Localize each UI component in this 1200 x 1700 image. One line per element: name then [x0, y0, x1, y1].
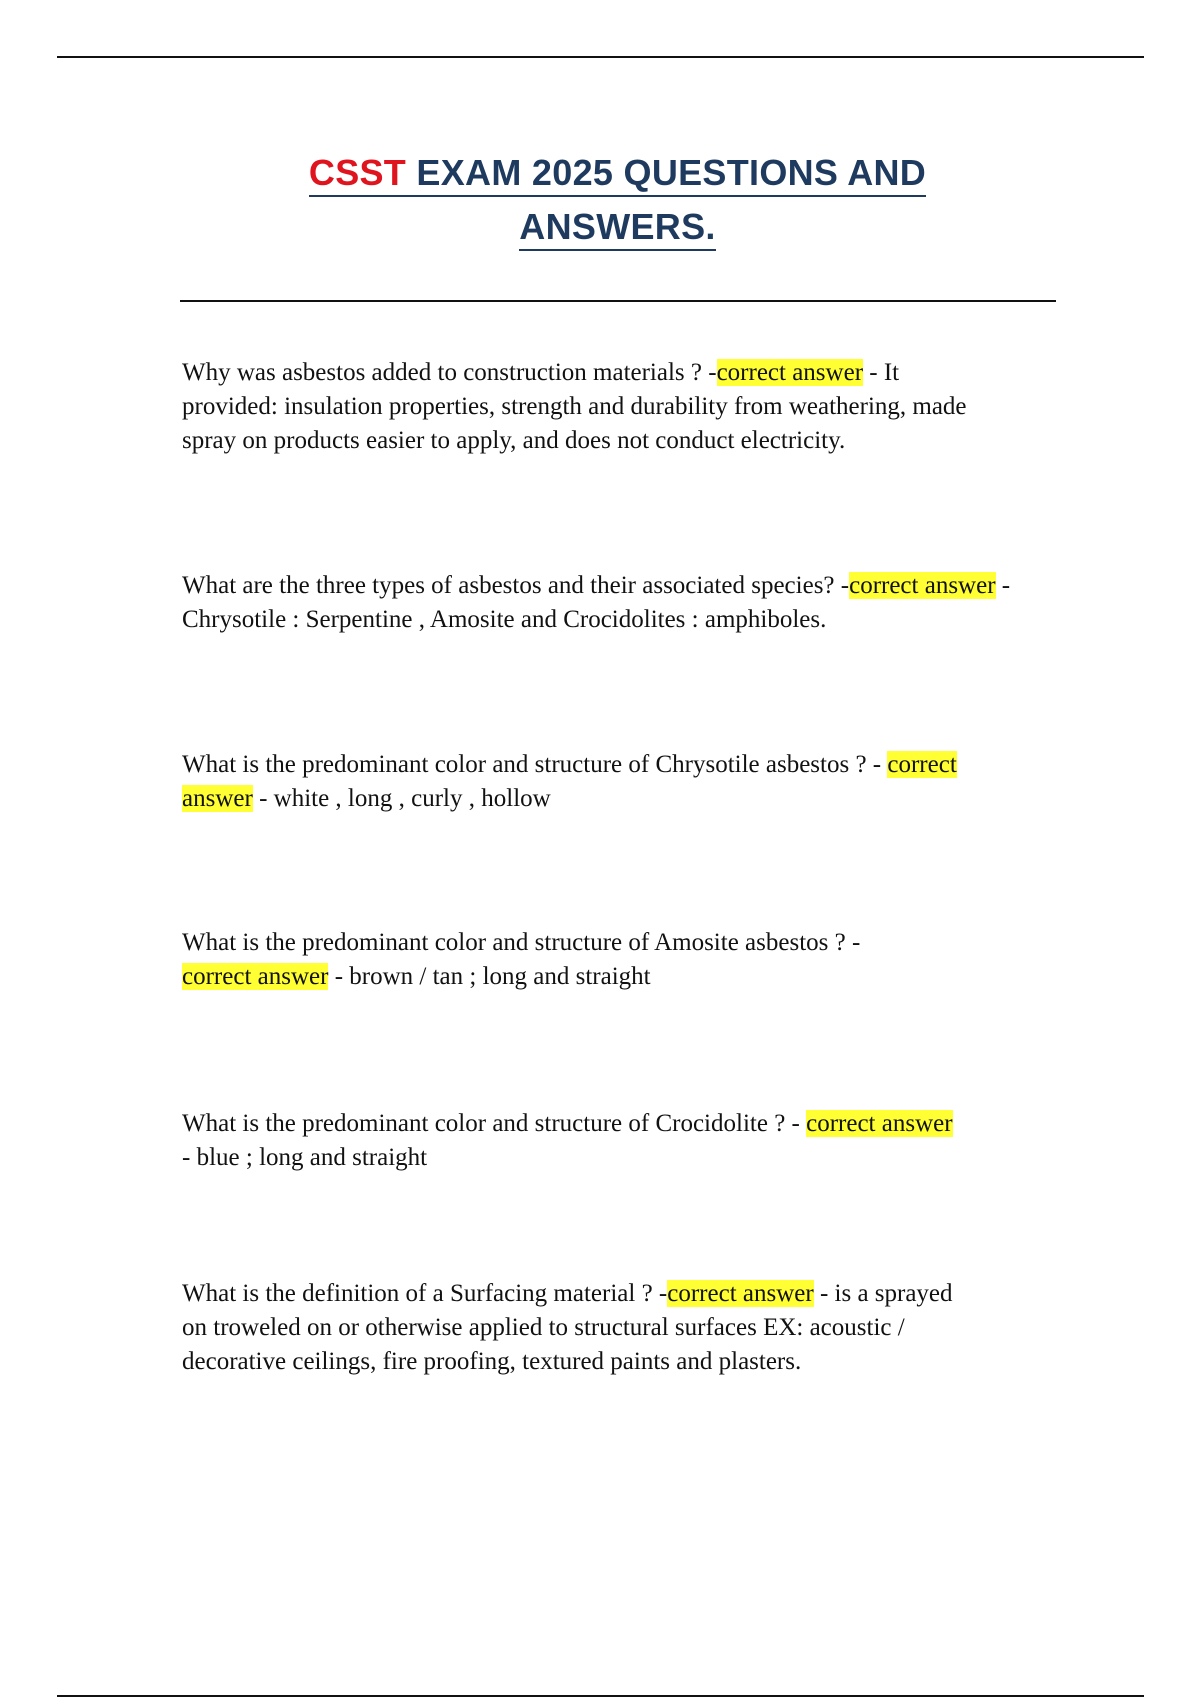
- title-brand: CSST: [308, 152, 407, 193]
- qa-item: [182, 356, 982, 458]
- answer-text: - is a sprayed on troweled on or otherwise applied to structural surfaces EX: acoustic / decorative ceilings, fire proofing, textured paints and plasters.: [182, 1280, 953, 1375]
- qa-item: [182, 1107, 962, 1175]
- answer-label: correct answer: [182, 963, 329, 990]
- answer-label: correct answer: [716, 359, 864, 386]
- document-title: [180, 146, 1055, 254]
- answer-label: correct answer: [806, 1110, 953, 1137]
- answer-text: - It provided: insulation properties, strength and durability from weathering, made spray on products easier to apply, and does not conduct electricity.: [182, 359, 967, 454]
- qa-item: [182, 1277, 982, 1379]
- qa-item: [182, 569, 1012, 637]
- title-divider: [180, 300, 1056, 302]
- question-text: What is the predominant color and structure of Crocidolite ? -: [182, 1110, 807, 1137]
- answer-label: correct answer: [667, 1280, 814, 1307]
- bottom-rule: [57, 1695, 1144, 1697]
- title-line-1: [309, 151, 926, 197]
- answer-text: - Chrysotile : Serpentine , Amosite and Crocidolites : amphiboles.: [182, 572, 1011, 633]
- title-line-2: ANSWERS.: [519, 205, 715, 251]
- answer-text: - white , long , curly , hollow: [252, 785, 551, 812]
- answer-text: - blue ; long and straight: [182, 1144, 428, 1171]
- answer-label: correct answer: [182, 751, 957, 812]
- question-text: Why was asbestos added to construction materials ? -: [182, 359, 717, 386]
- top-rule: [57, 56, 1144, 58]
- question-text: What is the predominant color and structure of Chrysotile asbestos ? -: [182, 751, 888, 778]
- qa-item: [182, 926, 902, 994]
- question-text: What is the predominant color and structure of Amosite asbestos ? -: [182, 929, 861, 956]
- answer-text: - brown / tan ; long and straight: [328, 963, 651, 990]
- question-text: What is the definition of a Surfacing material ? -: [182, 1280, 668, 1307]
- qa-item: [182, 748, 982, 816]
- question-text: What are the three types of asbestos and their associated species? -: [182, 572, 850, 599]
- answer-label: correct answer: [849, 572, 996, 599]
- title-rest: EXAM 2025 QUESTIONS AND: [406, 152, 927, 193]
